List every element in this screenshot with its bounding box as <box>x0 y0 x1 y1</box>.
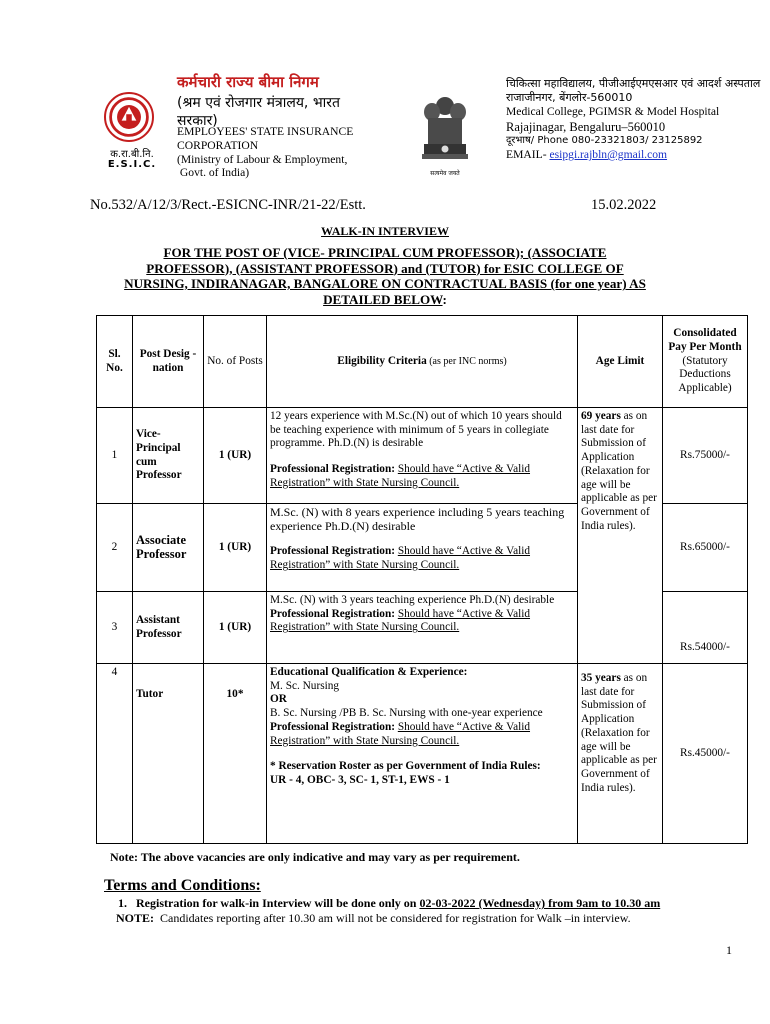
row-2-posts: 1 (UR) <box>204 504 267 592</box>
post-title-line-1: FOR THE POST OF (VICE- PRINCIPAL CUM PROFESSOR); (ASSOCIATE <box>163 245 607 260</box>
row-4-post: Tutor <box>133 664 204 844</box>
registration-label: Professional Registration: <box>270 545 398 558</box>
row-1-post: Vice-Principal cum Professor <box>133 408 204 504</box>
address-hindi-line-2: राजाजीनगर, बेंगलोर-560010 <box>506 91 633 105</box>
org-line-1: EMPLOYEES' STATE INSURANCE <box>177 125 354 138</box>
row-4-sl: 4 <box>97 664 133 844</box>
row-2-pay: Rs.65000/- <box>663 504 748 592</box>
row-2-registration <box>270 545 574 572</box>
phone-line: दूरभाष/ Phone 080-23321803/ 23125892 <box>506 134 703 146</box>
org-line-4: Govt. of India) <box>177 166 250 180</box>
org-name-english <box>177 125 387 180</box>
ashoka-emblem-icon <box>414 92 476 178</box>
logo-caption-english: E.S.I.C. <box>107 159 157 170</box>
registration-text: Should have “Active & Valid Registration” with State Nursing Council. <box>270 607 531 634</box>
page-number: 1 <box>726 943 732 957</box>
row-4-reservation-heading: * Reservation Roster as per Government of India Rules: <box>270 760 541 773</box>
registration-label: Professional Registration: <box>270 463 398 476</box>
row-1-pay: Rs.75000/- <box>663 408 748 504</box>
row-2-post: Associate Professor <box>133 504 204 592</box>
row-2-eligibility-text: M.Sc. (N) with 8 years experience including 5 years teaching experience Ph.D.(N) desirable <box>270 505 565 533</box>
table-row <box>97 664 748 844</box>
email-line <box>506 148 761 162</box>
national-emblem <box>414 92 476 178</box>
ministry-hindi: (श्रम एवं रोजगार मंत्रालय, भारत सरकार) <box>177 95 341 129</box>
row-4-pay: Rs.45000/- <box>663 664 748 844</box>
age-limit-1-3-text: as on last date for Submission of Application (Relaxation for age will be applicable as per Government of India rules). <box>581 410 657 532</box>
row-3-post: Assistant Professor <box>133 592 204 664</box>
row-4-posts: 10* <box>204 664 267 844</box>
notice-date: 15.02.2022 <box>591 197 657 213</box>
row-3-eligibility-text: M.Sc. (N) with 3 years teaching experience Ph.D.(N) desirable <box>270 594 555 606</box>
row-3-pay: Rs.54000/- <box>663 592 748 664</box>
emblem-caption: सत्यमेव जयते <box>430 170 460 177</box>
age-limit-4-text: as on last date for Submission of Application (Relaxation for age will be applicable as per Government of India rules). <box>581 672 657 794</box>
vacancy-note: Note: The above vacancies are only indicative and may vary as per requirement. <box>110 850 520 864</box>
college-address <box>506 77 761 162</box>
row-4-or: OR <box>270 693 287 706</box>
row-4-reservation-roster: UR - 4, OBC- 3, SC- 1, ST-1, EWS - 1 <box>270 773 450 786</box>
email-link[interactable]: esipgi.rajbln@gmail.com <box>549 148 668 162</box>
header-pay-note: (Statutory Deductions Applicable) <box>678 354 732 395</box>
header-age-limit: Age Limit <box>578 316 663 408</box>
term-1 <box>118 896 660 911</box>
term-note-label: NOTE: <box>116 911 155 925</box>
esic-logo <box>104 92 154 142</box>
age-limit-1-3-years: 69 years <box>581 410 621 422</box>
row-1-sl: 1 <box>97 408 133 504</box>
row-2-eligibility <box>267 504 578 592</box>
header-pay-label: Consolidated Pay Per Month <box>668 327 742 353</box>
vacancy-table <box>96 315 748 844</box>
header-eligibility-note: (as per INC norms) <box>426 355 507 367</box>
header-pay <box>663 316 748 408</box>
email-label: EMAIL- <box>506 148 550 162</box>
walkin-heading: WALK-IN INTERVIEW <box>321 224 449 238</box>
registration-label: Professional Registration: <box>270 720 398 733</box>
header-sl-no: Sl. No. <box>97 316 133 408</box>
table-row <box>97 408 748 504</box>
table-header-row <box>97 316 748 408</box>
age-limit-tutor <box>578 664 663 844</box>
esic-logo-emblem-icon <box>106 94 152 140</box>
row-3-posts: 1 (UR) <box>204 592 267 664</box>
header-eligibility-label: Eligibility Criteria <box>337 354 427 367</box>
org-name-hindi: कर्मचारी राज्य बीमा निगम <box>177 73 319 91</box>
registration-label: Professional Registration: <box>270 607 398 620</box>
age-limit-posts-1-3 <box>578 408 663 664</box>
term-note-text: Candidates reporting after 10.30 am will not be considered for registration for Walk –in interview. <box>154 911 631 925</box>
row-1-eligibility-text: 12 years experience with M.Sc.(N) out of which 10 years should be teaching experience with minimum of 5 years in collegiate programme. Ph.D.(N) is desirable <box>270 410 562 450</box>
row-1-eligibility <box>267 408 578 504</box>
reference-number: No.532/A/12/3/Rect.-ESICNC-INR/21-22/Estt. <box>90 197 366 213</box>
row-4-qualification-line-1: M. Sc. Nursing <box>270 679 340 692</box>
header-eligibility <box>267 316 578 408</box>
address-english-line-2: Rajajinagar, Bengaluru–560010 <box>506 119 666 134</box>
org-line-3: (Ministry of Labour & Employment, <box>177 152 348 166</box>
logo-caption-hindi: क.रा.बी.नि. <box>110 149 154 160</box>
registration-text: Should have “Active & Valid Registration” with State Nursing Council. <box>270 463 531 489</box>
term-1-text: 1. Registration for walk-in Interview will be done only on <box>118 896 420 910</box>
org-line-2: CORPORATION <box>177 138 259 152</box>
row-4-qualification-line-2: B. Sc. Nursing /PB B. Sc. Nursing with one-year experience <box>270 707 543 720</box>
term-1-date: 02-03-2022 (Wednesday) from 9am to 10.30 am <box>419 896 661 910</box>
term-note <box>116 911 631 926</box>
row-4-eligibility <box>267 664 578 844</box>
age-limit-4-years: 35 years <box>581 672 621 684</box>
header-no-of-posts: No. of Posts <box>204 316 267 408</box>
registration-text: Should have “Active & Valid Registration” with State Nursing Council. <box>270 545 531 572</box>
post-title-line-4: DETAILED BELOW <box>323 291 443 307</box>
row-2-sl: 2 <box>97 504 133 592</box>
row-1-posts: 1 (UR) <box>204 408 267 504</box>
address-english-line-1: Medical College, PGIMSR & Model Hospital <box>506 105 720 119</box>
terms-heading: Terms and Conditions: <box>104 877 261 894</box>
post-title-colon: : <box>442 291 447 307</box>
row-4-qualification-heading: Educational Qualification & Experience: <box>270 666 468 678</box>
post-title-line-2: PROFESSOR), (ASSISTANT PROFESSOR) and (TUTOR) for ESIC COLLEGE OF <box>146 260 624 276</box>
row-3-eligibility <box>267 592 578 664</box>
post-title-line-3: NURSING, INDIRANAGAR, BANGALORE ON CONTRACTUAL BASIS (for one year) AS <box>124 276 646 291</box>
row-1-registration <box>270 463 574 490</box>
registration-text: Should have “Active & Valid Registration” with State Nursing Council. <box>270 720 531 747</box>
address-hindi-line-1: चिकित्सा महाविद्यालय, पीजीआईएमएसआर एवं आदर्श अस्पताल <box>506 77 761 90</box>
header-post-designation: Post Desig - nation <box>133 316 204 408</box>
post-title <box>120 245 650 307</box>
row-4-registration <box>270 721 574 748</box>
row-3-sl: 3 <box>97 592 133 664</box>
row-3-registration <box>270 608 574 635</box>
